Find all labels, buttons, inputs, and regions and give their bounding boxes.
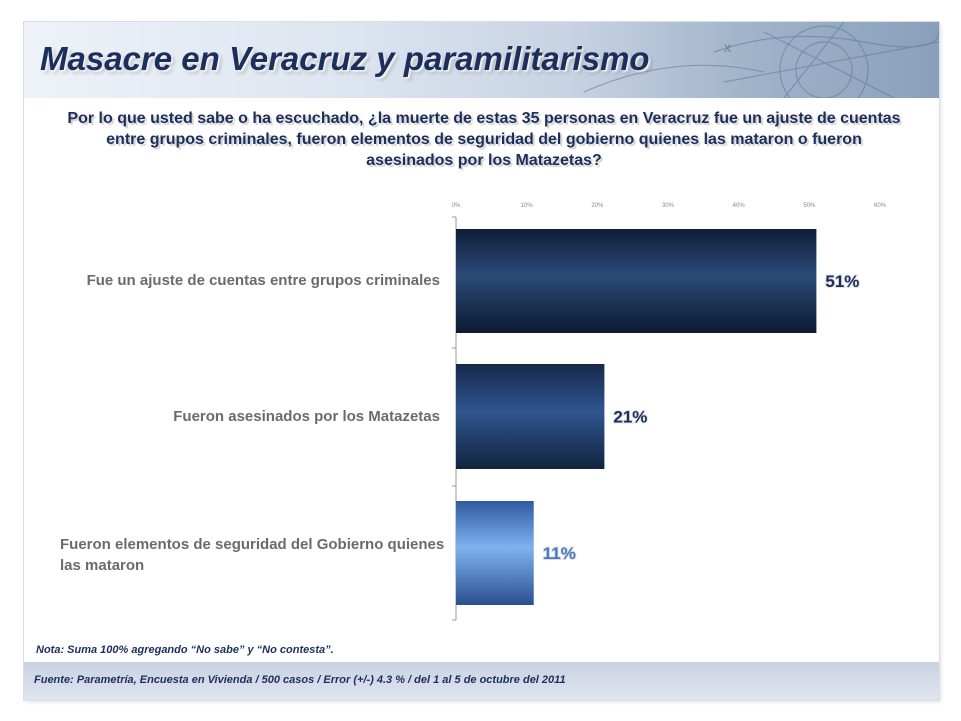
svg-text:x: x (724, 39, 731, 55)
x-tick-label: 60% (873, 203, 887, 209)
x-tick-label: 0% (451, 203, 461, 209)
bar (456, 364, 604, 469)
data-label: 11% (542, 544, 576, 563)
x-tick-label: 40% (732, 203, 745, 209)
slide (24, 22, 939, 700)
source-text: Fuente: Parametría, Encuesta en Vivienda / 500 casos / Error (+/-) 4.3 % / del 1 al 5 de octubre del 2011 (34, 674, 566, 686)
data-label: 21% (613, 407, 648, 427)
category-label: Fue un ajuste de cuentas entre grupos criminales (86, 272, 440, 289)
x-tick-label: 30% (661, 203, 675, 209)
category-label: Fueron elementos de seguridad del Gobierno quienes las mataron (60, 536, 445, 574)
x-tick-label: 50% (803, 203, 816, 209)
category-label: Fueron asesinados por los Matazetas (173, 408, 440, 425)
x-tick-label: 10% (520, 203, 533, 209)
bar (456, 229, 816, 333)
bar (456, 501, 534, 605)
x-tick-label: 20% (591, 203, 604, 209)
survey-question: Por lo que usted sabe o ha escuchado, ¿la muerte de estas 35 personas en Veracruz fue un ajuste de cuentas entre grupos criminales, fueron elementos de seguridad del gobierno quienes las mataron o fueron asesinados por los Matazetas? (67, 110, 901, 169)
footer-bar (24, 662, 939, 700)
footnote: Nota: Suma 100% agregando “No sabe” y “No contesta”. (36, 644, 334, 656)
page-title: Masacre en Veracruz y paramilitarismo (40, 40, 650, 77)
data-label: 51% (825, 272, 860, 291)
